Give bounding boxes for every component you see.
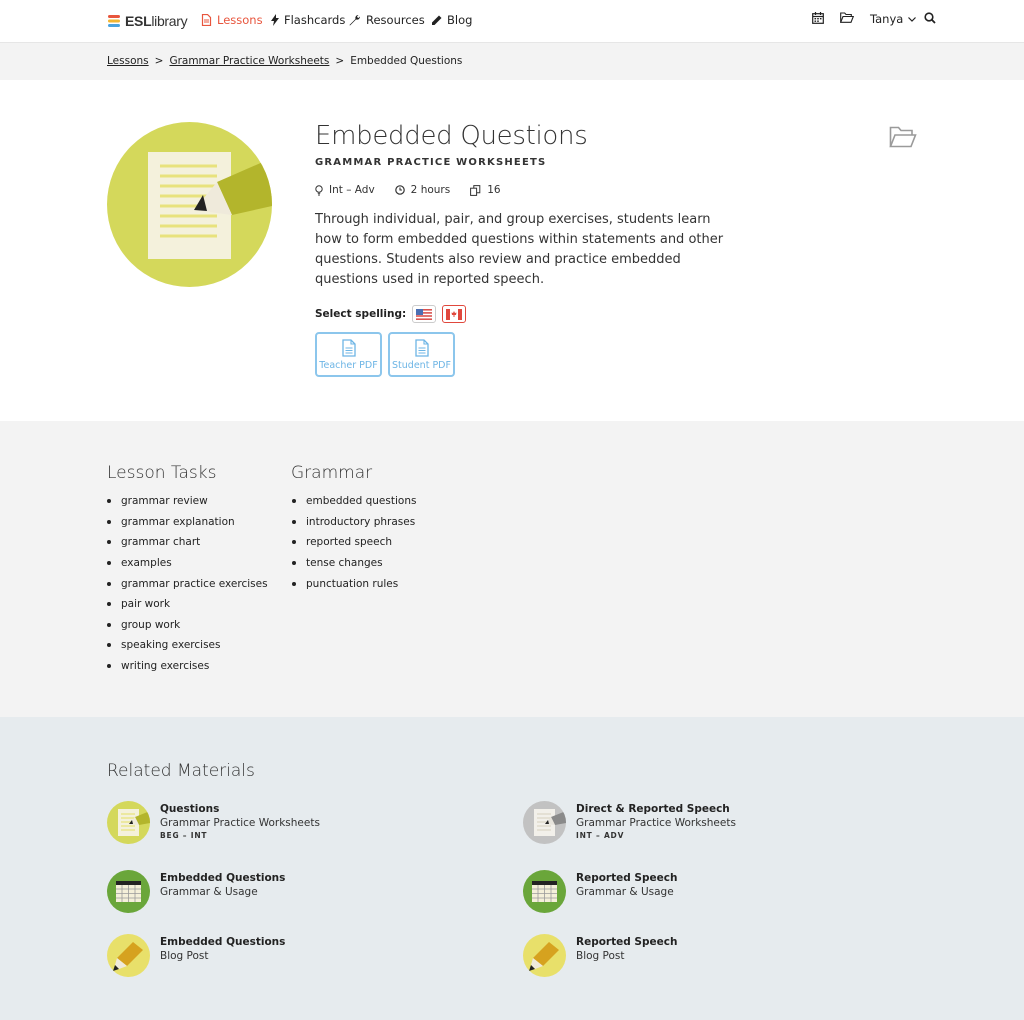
bolt-icon <box>271 14 279 26</box>
related-item-title: Embedded Questions <box>160 872 286 884</box>
level-value: Int – Adv <box>329 184 375 196</box>
lightbulb-icon <box>315 185 323 196</box>
save-to-folder-button[interactable] <box>889 126 917 152</box>
top-navbar <box>0 0 1024 43</box>
nav-blog-label: Blog <box>447 13 473 27</box>
breadcrumb-grammar-practice-worksheets[interactable]: Grammar Practice Worksheets <box>169 55 330 67</box>
breadcrumb-lessons[interactable]: Lessons <box>107 55 149 67</box>
lesson-description: Through individual, pair, and group exercises, students learn how to form embedded questions within statements and other questions. Students also review and practice embedded questions used in reported speech. <box>315 212 724 287</box>
grammar-heading: Grammar <box>291 463 373 483</box>
lesson-thumbnail <box>107 122 272 287</box>
list-item: grammar review <box>107 491 268 512</box>
list-item: punctuation rules <box>292 573 416 594</box>
calendar-button[interactable] <box>812 12 824 24</box>
related-item-category: Grammar & Usage <box>576 886 674 898</box>
breadcrumb-separator: > <box>154 55 164 67</box>
list-item: speaking exercises <box>107 635 268 656</box>
spelling-selector <box>315 305 466 323</box>
breadcrumb-separator: > <box>335 55 345 67</box>
lesson-tasks-heading: Lesson Tasks <box>107 463 217 483</box>
pencil-icon <box>523 934 566 977</box>
worksheet-icon <box>107 801 150 844</box>
us-spelling-option[interactable] <box>412 305 436 323</box>
chevron-down-icon <box>908 17 916 22</box>
teacher-pdf-label: Teacher PDF <box>319 360 378 371</box>
us-flag-icon <box>416 309 432 320</box>
student-pdf-label: Student PDF <box>392 360 451 371</box>
related-item-category: Grammar Practice Worksheets <box>576 817 736 829</box>
related-item-title: Reported Speech <box>576 872 678 884</box>
user-name: Tanya <box>870 12 904 26</box>
copy-icon <box>470 185 481 196</box>
related-item[interactable] <box>523 934 677 977</box>
level-info <box>315 184 375 196</box>
list-item: writing exercises <box>107 656 268 677</box>
lesson-category: GRAMMAR PRACTICE WORKSHEETS <box>315 157 547 168</box>
related-materials-section <box>0 717 1024 1020</box>
folder-open-icon <box>889 126 917 148</box>
spelling-label: Select spelling: <box>315 308 407 320</box>
list-item: group work <box>107 615 268 636</box>
breadcrumb-bar <box>0 43 1024 80</box>
list-item: embedded questions <box>292 491 416 512</box>
lesson-meta <box>315 184 521 196</box>
related-item-title: Questions <box>160 803 220 815</box>
related-item[interactable] <box>523 870 677 913</box>
pages-value: 16 <box>487 184 501 196</box>
lesson-details-section <box>0 421 1024 717</box>
related-materials-heading: Related Materials <box>107 761 255 781</box>
search-icon <box>924 12 936 24</box>
logo-text: ESLlibrary <box>125 13 188 29</box>
pencil-icon <box>107 934 150 977</box>
clock-icon <box>395 185 405 195</box>
breadcrumb <box>107 55 462 67</box>
related-item-title: Direct & Reported Speech <box>576 803 730 815</box>
related-item-level: INT – ADV <box>576 831 625 840</box>
calendar-icon <box>812 12 824 24</box>
lesson-tasks-list <box>107 491 268 676</box>
list-item: examples <box>107 553 268 574</box>
nav-lessons-label: Lessons <box>217 13 263 27</box>
search-button[interactable] <box>924 12 936 24</box>
canada-flag-icon <box>446 309 462 320</box>
worksheet-gray-icon <box>523 801 566 844</box>
related-item-category: Blog Post <box>576 950 625 962</box>
student-pdf-button[interactable] <box>388 332 455 377</box>
duration-info <box>395 184 451 196</box>
folder-button[interactable] <box>840 12 854 23</box>
nav-resources[interactable] <box>349 13 425 27</box>
related-item-title: Reported Speech <box>576 936 678 948</box>
list-item: reported speech <box>292 532 416 553</box>
list-item: tense changes <box>292 553 416 574</box>
nav-lessons[interactable] <box>201 13 263 27</box>
wrench-icon <box>349 14 361 26</box>
list-item: grammar chart <box>107 532 268 553</box>
list-item: introductory phrases <box>292 512 416 533</box>
related-item-category: Blog Post <box>160 950 209 962</box>
duration-value: 2 hours <box>410 184 451 196</box>
grammar-chart-icon <box>523 870 566 913</box>
folder-open-icon <box>840 12 854 23</box>
related-item[interactable] <box>107 801 320 844</box>
teacher-pdf-button[interactable] <box>315 332 382 377</box>
worksheet-pencil-icon <box>107 122 272 287</box>
related-item-level: BEG – INT <box>160 831 208 840</box>
grammar-chart-icon <box>107 870 150 913</box>
pdf-document-icon <box>415 339 429 357</box>
pdf-document-icon <box>342 339 356 357</box>
list-item: grammar explanation <box>107 512 268 533</box>
grammar-list <box>292 491 416 594</box>
user-menu[interactable] <box>870 12 916 26</box>
nav-flashcards-label: Flashcards <box>284 13 346 27</box>
related-item-category: Grammar & Usage <box>160 886 258 898</box>
nav-flashcards[interactable] <box>271 13 345 27</box>
document-icon <box>201 14 212 26</box>
page-title: Embedded Questions <box>315 121 588 151</box>
nav-resources-label: Resources <box>366 13 425 27</box>
pencil-icon <box>431 15 442 26</box>
related-item[interactable] <box>107 870 285 913</box>
related-item-title: Embedded Questions <box>160 936 286 948</box>
list-item: grammar practice exercises <box>107 573 268 594</box>
breadcrumb-current: Embedded Questions <box>350 55 463 67</box>
nav-blog[interactable] <box>431 13 472 27</box>
list-item: pair work <box>107 594 268 615</box>
pages-info <box>470 184 500 196</box>
esl-library-logo[interactable] <box>107 11 187 31</box>
ca-spelling-option[interactable] <box>442 305 466 323</box>
related-item[interactable] <box>523 801 736 844</box>
related-item[interactable] <box>107 934 285 977</box>
logo-mark-icon <box>107 14 121 28</box>
related-item-category: Grammar Practice Worksheets <box>160 817 320 829</box>
